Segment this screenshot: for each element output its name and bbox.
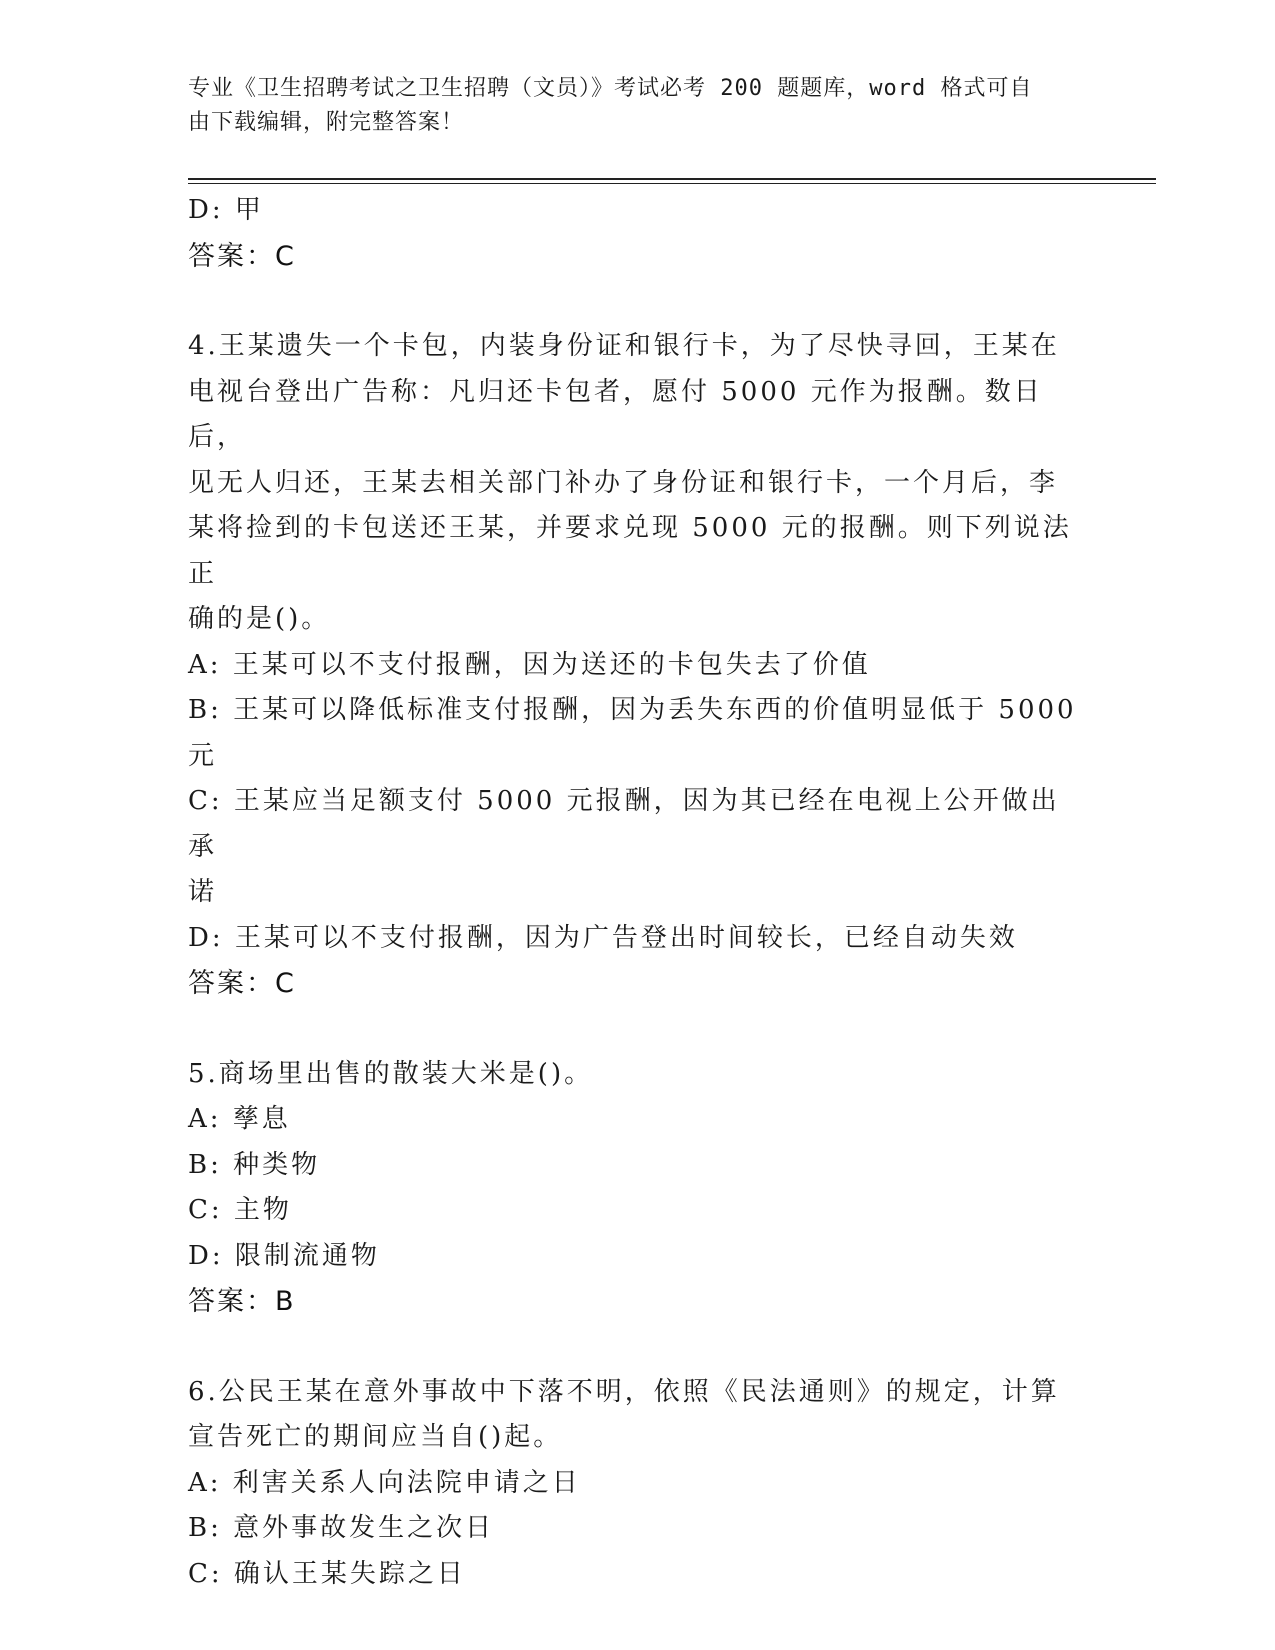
question-4-option-b-continued: 元	[188, 740, 218, 771]
header-divider-thick	[188, 178, 1156, 180]
question-5-option-c: C: 主物	[188, 1195, 292, 1225]
question-4-option-d: D: 王某可以不支付报酬，因为广告登出时间较长，已经自动失效	[188, 922, 1018, 953]
question-4-stem-line: 电视台登出广告称：凡归还卡包者，愿付 5000 元作为报酬。数日后，	[188, 376, 1043, 452]
page-header	[188, 72, 1068, 140]
question-6-option-a: A: 利害关系人向法院申请之日	[188, 1467, 581, 1498]
question-spacer	[188, 279, 1088, 324]
question-6-stem-line: 6.公民王某在意外事故中下落不明，依照《民法通则》的规定，计算	[188, 1376, 1060, 1407]
question-5-stem: 5.商场里出售的散装大米是()。	[188, 1058, 594, 1089]
question-4-option-b: B: 王某可以降低标准支付报酬，因为丢失东西的价值明显低于 5000	[188, 695, 1077, 725]
question-3-tail	[188, 188, 1088, 279]
question-4-stem-line: 确的是()。	[188, 604, 331, 634]
question-content	[188, 188, 1088, 1597]
question-4-option-a: A: 王某可以不支付报酬，因为送还的卡包失去了价值	[188, 649, 871, 680]
header-divider-thin	[188, 183, 1156, 184]
question-6-option-c: C: 确认王某失踪之日	[188, 1558, 466, 1589]
question-5	[188, 1052, 1088, 1325]
question-5-answer: 答案：B	[188, 1286, 296, 1317]
question-5-option-a: A: 孳息	[188, 1104, 291, 1134]
question-4-option-c-continued: 诺	[188, 877, 218, 907]
question-3-answer: 答案：C	[188, 240, 296, 272]
question-spacer	[188, 1325, 1088, 1370]
question-6-stem-line: 宣告死亡的期间应当自()起。	[188, 1422, 563, 1452]
question-6-option-b: B: 意外事故发生之次日	[188, 1513, 495, 1543]
question-4-option-c: C: 王某应当足额支付 5000 元报酬，因为其已经在电视上公开做出承	[188, 786, 1060, 862]
question-4-answer: 答案：C	[188, 968, 296, 999]
question-4-stem-line: 某将捡到的卡包送还王某，并要求兑现 5000 元的报酬。则下列说法正	[188, 513, 1072, 589]
question-6	[188, 1370, 1088, 1598]
question-spacer	[188, 1007, 1088, 1052]
question-3-option-d: D: 甲	[188, 195, 264, 225]
header-title-line-2: 由下载编辑，附完整答案！	[188, 110, 465, 135]
question-5-option-d: D: 限制流通物	[188, 1240, 380, 1271]
question-4-stem-line: 见无人归还，王某去相关部门补办了身份证和银行卡，一个月后，李	[188, 467, 1059, 498]
question-4	[188, 324, 1088, 1007]
header-title-line-1: 专业《卫生招聘考试之卫生招聘（文员）》考试必考 200 题题库，word 格式可自	[188, 76, 1033, 101]
question-5-option-b: B: 种类物	[188, 1149, 321, 1180]
question-4-stem-line: 4.王某遗失一个卡包，内装身份证和银行卡，为了尽快寻回，王某在	[188, 331, 1060, 361]
